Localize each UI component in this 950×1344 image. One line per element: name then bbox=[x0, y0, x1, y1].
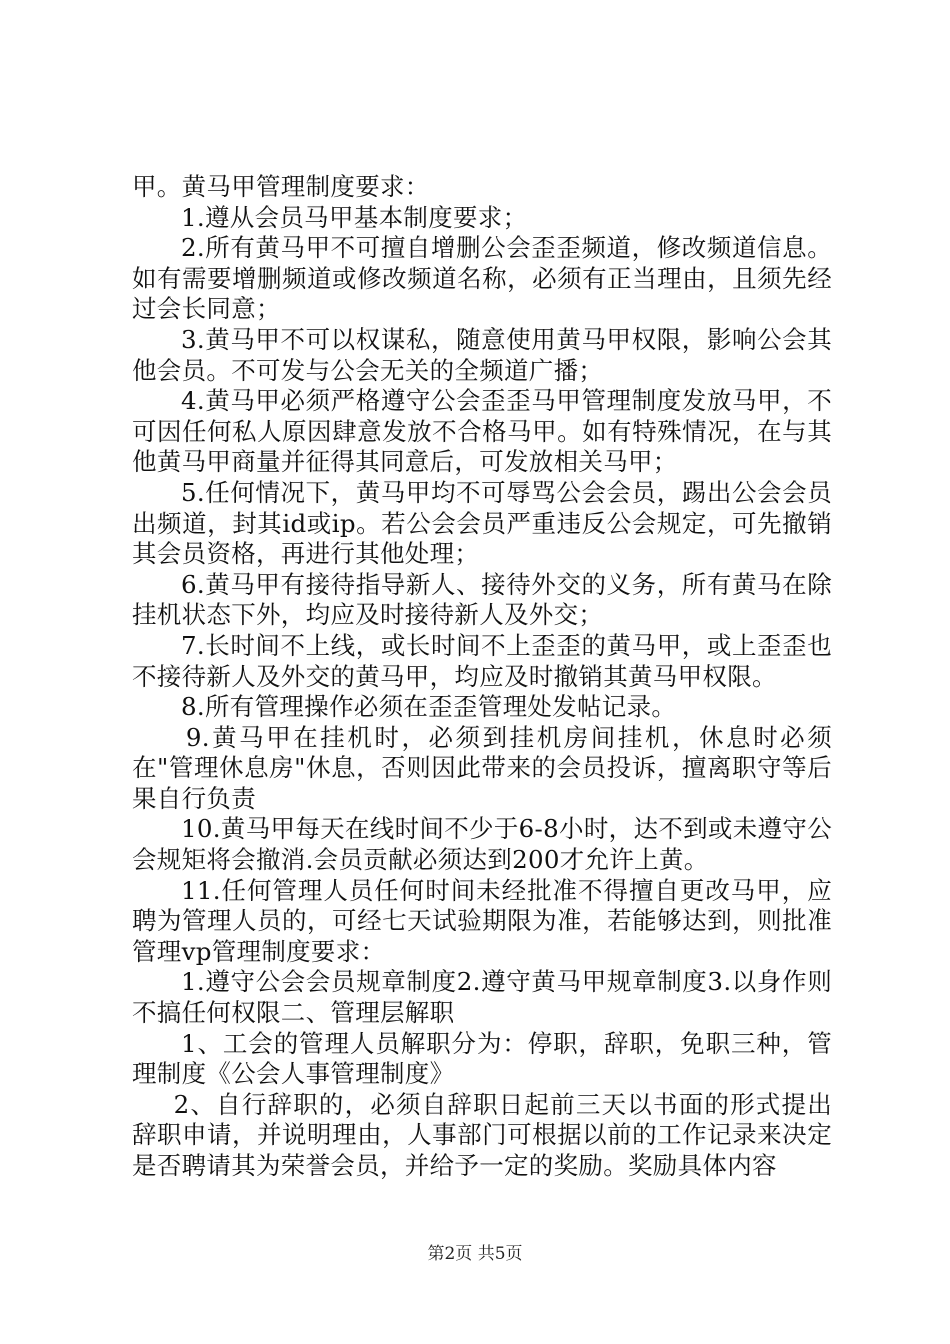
document-body bbox=[132, 172, 832, 1182]
paragraph-rule-5: 5.任何情况下，黄马甲均不可辱骂公会会员，踢出公会会员出频道，封其id或ip。若公会会员严重违反公会规定，可先撤销其会员资格，再进行其他处理； bbox=[132, 477, 832, 569]
paragraph-rule-2: 2.所有黄马甲不可擅自增删公会歪歪频道，修改频道信息。如有需要增删频道或修改频道名称，必须有正当理由，且须先经过会长同意； bbox=[132, 233, 832, 324]
paragraph-rule-3: 3.黄马甲不可以权谋私，随意使用黄马甲权限，影响公会其他会员。不可发与公会无关的全频道广播； bbox=[132, 324, 832, 385]
paragraph-rule-6: 6.黄马甲有接待指导新人、接待外交的义务，所有黄马在除挂机状态下外，均应及时接待新人及外交； bbox=[132, 569, 832, 630]
paragraph-rule-7: 7.长时间不上线，或长时间不上歪歪的黄马甲，或上歪歪也不接待新人及外交的黄马甲，均应及时撤销其黄马甲权限。 bbox=[132, 630, 832, 691]
paragraph-rule-8: 8.所有管理操作必须在歪歪管理处发帖记录。 bbox=[181, 692, 677, 722]
paragraph-dismissal-1: 1、工会的管理人员解职分为：停职，辞职，免职三种，管理制度《公会人事管理制度》 bbox=[132, 1028, 832, 1089]
paragraph-rule-9: 9.黄马甲在挂机时，必须到挂机房间挂机，休息时必须在"管理休息房"休息，否则因此带来的会员投诉，擅离职守等后果自行负责 bbox=[132, 722, 832, 813]
page-number: 第2页 共5页 bbox=[427, 1244, 523, 1264]
paragraph-rule-11: 11.任何管理人员任何时间未经批准不得擅自更改马甲，应聘为管理人员的，可经七天试验期限为准，若能够达到，则批准管理vp管理制度要求： bbox=[132, 875, 832, 966]
paragraph-rule-4: 4.黄马甲必须严格遵守公会歪歪马甲管理制度发放马甲，不可因任何私人原因肆意发放不合格马甲。如有特殊情况，在与其他黄马甲商量并征得其同意后，可发放相关马甲； bbox=[132, 386, 832, 477]
paragraph-rule-1: 1.遵从会员马甲基本制度要求； bbox=[181, 202, 528, 232]
paragraph-rule-10: 10.黄马甲每天在线时间不少于6-8小时，达不到或未遵守公会规矩将会撤消.会员贡献必须达到200才允许上黄。 bbox=[132, 814, 832, 875]
paragraph-dismissal-2: 2、自行辞职的，必须自辞职日起前三天以书面的形式提出辞职申请，并说明理由，人事部门可根据以前的工作记录来决定是否聘请其为荣誉会员，并给予一定的奖励。奖励具体内容 bbox=[132, 1089, 832, 1180]
paragraph-intro: 甲。黄马甲管理制度要求： bbox=[132, 172, 430, 201]
paragraph-vp-rules: 1.遵守公会会员规章制度2.遵守黄马甲规章制度3.以身作则不搞任何权限二、管理层解职 bbox=[132, 967, 832, 1028]
